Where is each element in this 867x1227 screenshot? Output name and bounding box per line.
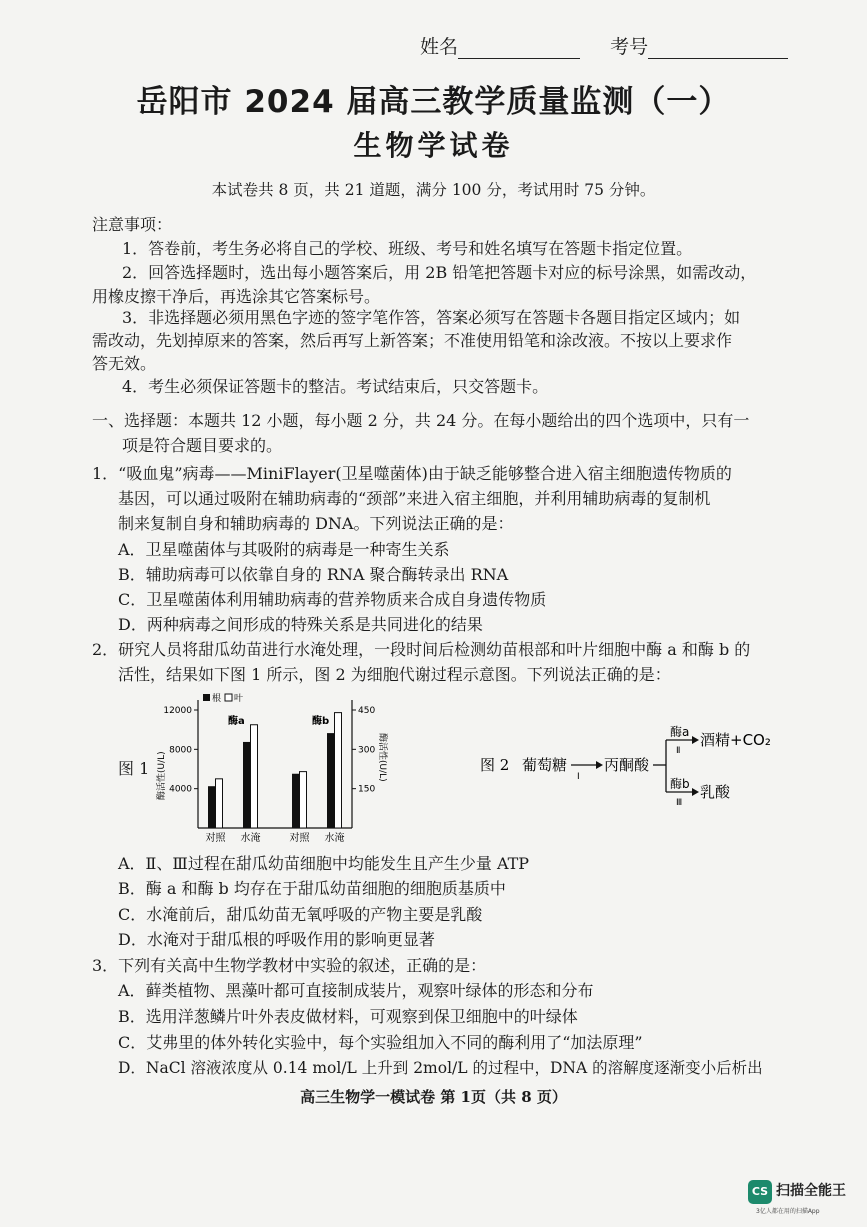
bar	[300, 772, 307, 828]
bar	[244, 742, 251, 828]
x-tick-label: 水淹	[324, 833, 345, 844]
enzyme-b-label: 酶b	[670, 777, 690, 791]
note-line: 答无效。	[92, 354, 157, 373]
bar	[335, 713, 342, 828]
scanner-logo: CS	[748, 1180, 772, 1204]
section-heading: 一、选择题：本题共 12 小题，每小题 2 分，共 24 分。在每小题给出的四个选项中，只有一	[92, 411, 750, 430]
note-line: 2．回答选择题时，选出每小题答案后，用 2B 铅笔把答题卡对应的标号涂黑，如需改动，	[122, 263, 757, 282]
y-tick-label-left: 12000	[163, 706, 192, 716]
page-subtitle: 生物学试卷	[353, 129, 514, 162]
figure-2-flow	[470, 722, 810, 842]
question-3-stem: 3．下列有关高中生物学教材中实验的叙述，正确的是：	[92, 956, 487, 975]
legend-swatch-leaf	[225, 694, 232, 701]
note-line: 3．非选择题必须用黑色字迹的签字笔作答，答案必须写在答题卡各题目指定区域内；如	[122, 308, 741, 327]
name-blank	[458, 40, 580, 59]
bar	[328, 734, 335, 828]
enzyme-a-label: 酶a	[670, 725, 690, 739]
question-1-option-d: D．两种病毒之间形成的特殊关系是共同进化的结果	[118, 615, 483, 634]
figure-1-chart	[150, 688, 400, 848]
note-line: 需改动，先划掉原来的答案，然后再写上新答案；不准使用铅笔和涂改液。不按以上要求作	[92, 331, 733, 350]
figure-2-label: 图 2	[480, 756, 510, 774]
glucose-node: 葡萄糖	[522, 756, 568, 774]
x-tick-label: 对照	[205, 833, 226, 844]
x-tick-label: 水淹	[240, 833, 261, 844]
arrow-1-head	[596, 761, 603, 769]
note-line: 1．答卷前，考生务必将自己的学校、班级、考号和姓名填写在答题卡指定位置。	[122, 239, 693, 258]
question-1-stem: 制来复制自身和辅助病毒的 DNA。下列说法正确的是：	[118, 514, 514, 533]
legend-label-leaf: 叶	[234, 694, 244, 704]
question-2-option-c: C．水淹前后，甜瓜幼苗无氧呼吸的产物主要是乳酸	[118, 905, 483, 924]
question-1-stem: 1．“吸血鬼”病毒——MiniFlayer(卫星噬菌体)由于缺乏能够整合进入宿主细胞遗传物质的	[92, 464, 732, 483]
name-label: 姓名	[420, 36, 459, 58]
id-label: 考号	[610, 36, 649, 58]
legend-label-root: 根	[212, 694, 222, 704]
y-tick-label-right: 150	[358, 784, 376, 795]
legend-swatch-root	[203, 694, 210, 701]
id-blank	[648, 40, 788, 59]
panel-title: 酶b	[312, 716, 330, 727]
question-3-option-d: D．NaCl 溶液浓度从 0.14 mol/L 上升到 2mol/L 的过程中，DNA 的溶解度逐渐变小后析出	[118, 1059, 763, 1077]
panel-title: 酶a	[228, 716, 245, 727]
question-1-option-a: A．卫星噬菌体与其吸附的病毒是一种寄生关系	[118, 540, 450, 559]
question-3-option-a: A．藓类植物、黑藻叶都可直接制成装片，观察叶绿体的形态和分布	[118, 981, 594, 1000]
exam-meta: 本试卷共 8 页，共 21 道题，满分 100 分，考试用时 75 分钟。	[211, 181, 656, 199]
step-2-label: Ⅱ	[676, 746, 681, 756]
section-heading-cont: 项是符合题目要求的。	[122, 436, 283, 455]
question-1-option-b: B．辅助病毒可以依靠自身的 RNA 聚合酶转录出 RNA	[118, 565, 509, 584]
pyruvate-node: 丙酮酸	[604, 756, 650, 774]
question-2-option-d: D．水淹对于甜瓜根的呼吸作用的影响更显著	[118, 930, 435, 949]
y-tick-label-left: 4000	[169, 784, 192, 795]
product-b-node: 乳酸	[700, 783, 731, 801]
step-3-label: Ⅲ	[676, 798, 683, 808]
question-1-stem: 基因，可以通过吸附在辅助病毒的“颈部”来进入宿主细胞，并利用辅助病毒的复制机	[118, 489, 711, 508]
figure-1-label: 图 1	[118, 759, 150, 778]
scanner-watermark	[748, 1178, 860, 1214]
note-line: 用橡皮擦干净后，再选涂其它答案标号。	[92, 287, 381, 306]
scanner-name: 扫描全能王	[776, 1183, 846, 1199]
question-2-stem: 活性，结果如下图 1 所示，图 2 为细胞代谢过程示意图。下列说法正确的是：	[118, 665, 671, 684]
question-2-stem: 2．研究人员将甜瓜幼苗进行水淹处理，一段时间后检测幼苗根部和叶片细胞中酶 a 和酶 b 的	[92, 640, 751, 659]
y-tick-label-left: 8000	[169, 745, 192, 756]
question-3-option-c: C．艾弗里的体外转化实验中，每个实验组加入不同的酶利用了“加法原理”	[118, 1033, 643, 1052]
scanner-slogan: 3亿人都在用的扫描App	[756, 1208, 820, 1215]
y-tick-label-right: 300	[358, 745, 376, 756]
step-1-label: Ⅰ	[577, 772, 580, 782]
question-2-option-a: A．Ⅱ、Ⅲ过程在甜瓜幼苗细胞中均能发生且产生少量 ATP	[118, 854, 530, 873]
product-a-node: 酒精+CO₂	[700, 731, 771, 749]
y-axis-label-left: 酶活性(U/L)	[157, 751, 167, 800]
page-footer: 高三生物学一模试卷 第 1页（共 8 页）	[300, 1088, 567, 1106]
question-3-option-b: B．选用洋葱鳞片叶外表皮做材料，可观察到保卫细胞中的叶绿体	[118, 1007, 578, 1026]
x-tick-label: 对照	[289, 833, 310, 844]
question-1-option-c: C．卫星噬菌体利用辅助病毒的营养物质来合成自身遗传物质	[118, 590, 547, 609]
bar	[209, 787, 216, 828]
notes-heading: 注意事项：	[92, 215, 173, 234]
note-line: 4．考生必须保证答题卡的整洁。考试结束后，只交答题卡。	[122, 377, 549, 396]
bar	[216, 779, 223, 828]
header-fields	[420, 32, 788, 59]
arrow-2-head	[692, 736, 699, 744]
question-2-option-b: B．酶 a 和酶 b 均存在于甜瓜幼苗细胞的细胞质基质中	[118, 879, 506, 898]
bar	[293, 774, 300, 828]
bar	[251, 725, 258, 828]
page-title: 岳阳市 2024 届高三教学质量监测（一）	[136, 84, 731, 120]
arrow-3-head	[692, 788, 699, 796]
y-axis-label-right: 酶活性(U/L)	[377, 733, 387, 782]
y-tick-label-right: 450	[358, 706, 376, 716]
